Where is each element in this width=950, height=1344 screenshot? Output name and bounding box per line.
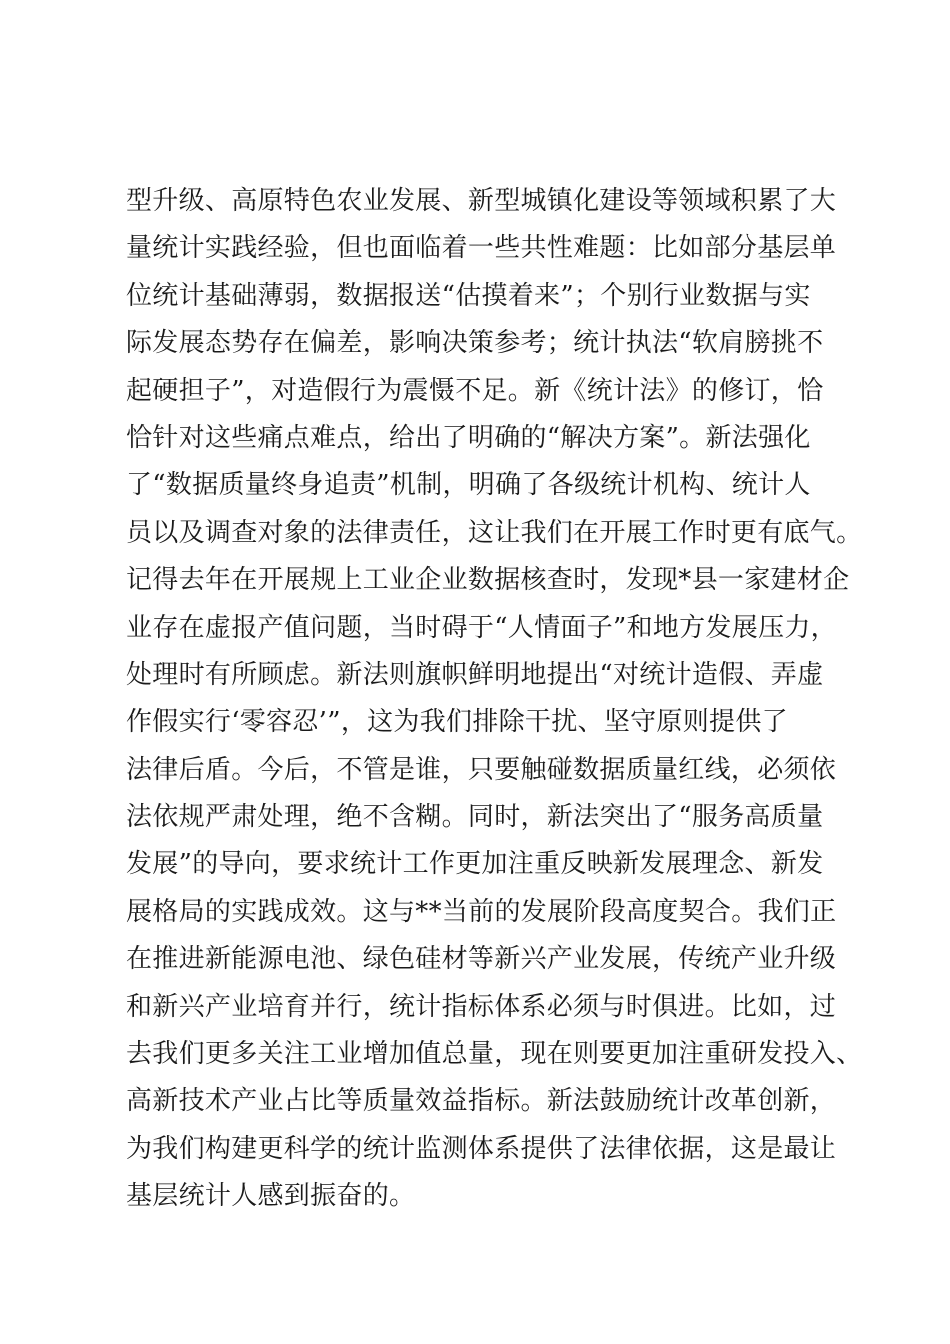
text-line: 法律后盾。今后，不管是谁，只要触碰数据质量红线，必须依: [126, 754, 837, 785]
body-paragraph: [126, 178, 863, 1221]
text-line: 业存在虚报产值问题，当时碍于“人情面子”和地方发展压力，: [126, 612, 837, 643]
text-line: 在推进新能源电池、绿色硅材等新兴产业发展，传统产业升级: [126, 944, 837, 975]
text-line: 和新兴产业培育并行，统计指标体系必须与时俱进。比如，过: [126, 991, 837, 1022]
text-line: 起硬担子”，对造假行为震慑不足。新《统计法》的修订，恰: [126, 375, 824, 406]
text-line: 高新技术产业占比等质量效益指标。新法鼓励统计改革创新，: [126, 1086, 837, 1117]
text-line: 基层统计人感到振奋的。: [126, 1181, 416, 1212]
text-line: 记得去年在开展规上工业企业数据核查时，发现*县一家建材企: [126, 565, 850, 596]
text-line: 型升级、高原特色农业发展、新型城镇化建设等领域积累了大: [126, 186, 837, 216]
text-line: 处理时有所顾虑。新法则旗帜鲜明地提出“对统计造假、弄虚: [126, 659, 824, 690]
text-line: 际发展态势存在偏差，影响决策参考；统计执法“软肩膀挑不: [126, 328, 824, 359]
text-line: 作假实行‘零容忍’”，这为我们排除干扰、坚守原则提供了: [126, 707, 788, 738]
text-line: 员以及调查对象的法律责任，这让我们在开展工作时更有底气。: [126, 517, 863, 548]
text-line: 量统计实践经验，但也面临着一些共性难题：比如部分基层单: [126, 233, 837, 264]
text-line: 恰针对这些痛点难点，给出了明确的“解决方案”。新法强化: [126, 422, 811, 453]
text-line: 法依规严肃处理，绝不含糊。同时，新法突出了“服务高质量: [126, 802, 824, 833]
text-line: 发展”的导向，要求统计工作更加注重反映新发展理念、新发: [126, 849, 824, 880]
text-line: 位统计基础薄弱，数据报送“估摸着来”；个别行业数据与实: [126, 280, 811, 311]
text-line: 去我们更多关注工业增加值总量，现在则要更加注重研发投入、: [126, 1039, 863, 1070]
text-line: 了“数据质量终身追责”机制，明确了各级统计机构、统计人: [126, 470, 811, 501]
text-line: 为我们构建更科学的统计监测体系提供了法律依据，这是最让: [126, 1133, 837, 1164]
text-line: 展格局的实践成效。这与**当前的发展阶段高度契合。我们正: [126, 896, 837, 927]
